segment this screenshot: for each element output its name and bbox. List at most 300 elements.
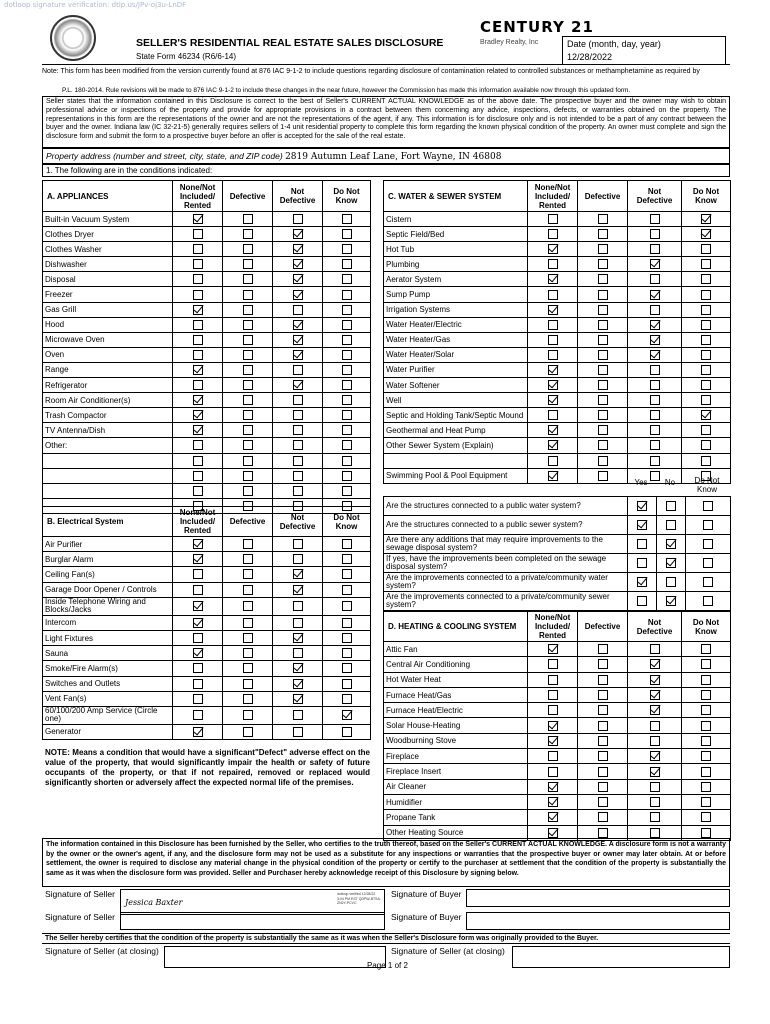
checked-checkbox[interactable] <box>666 596 676 606</box>
checked-checkbox[interactable] <box>193 727 203 737</box>
checkbox[interactable] <box>293 486 303 496</box>
buyer-signature-field[interactable] <box>466 889 730 907</box>
checkbox[interactable] <box>243 214 253 224</box>
checkbox[interactable] <box>342 274 352 284</box>
checkbox[interactable] <box>342 305 352 315</box>
checkbox[interactable] <box>701 736 711 746</box>
checkbox[interactable] <box>650 244 660 254</box>
checkbox[interactable] <box>701 782 711 792</box>
checked-checkbox[interactable] <box>666 539 676 549</box>
checked-checkbox[interactable] <box>293 320 303 330</box>
checked-checkbox[interactable] <box>342 710 352 720</box>
checked-checkbox[interactable] <box>293 244 303 254</box>
checkbox[interactable] <box>243 305 253 315</box>
checkbox[interactable] <box>598 797 608 807</box>
checkbox[interactable] <box>701 690 711 700</box>
checkbox[interactable] <box>701 290 711 300</box>
checkbox[interactable] <box>243 710 253 720</box>
checkbox[interactable] <box>548 350 558 360</box>
checked-checkbox[interactable] <box>548 782 558 792</box>
checked-checkbox[interactable] <box>650 675 660 685</box>
table-row <box>384 317 731 332</box>
date-value[interactable]: 12/28/2022 <box>567 52 613 62</box>
checkbox[interactable] <box>701 440 711 450</box>
checkbox[interactable] <box>598 259 608 269</box>
checked-checkbox[interactable] <box>293 259 303 269</box>
checkbox[interactable] <box>548 259 558 269</box>
checkbox[interactable] <box>598 290 608 300</box>
checked-checkbox[interactable] <box>650 705 660 715</box>
checked-checkbox[interactable] <box>193 425 203 435</box>
checkbox[interactable] <box>548 410 558 420</box>
checkbox[interactable] <box>637 539 647 549</box>
row-label: Irrigation Systems <box>384 302 528 317</box>
row-label: Hot Tub <box>384 242 528 257</box>
checkbox[interactable] <box>293 471 303 481</box>
checkbox[interactable] <box>548 229 558 239</box>
checkbox[interactable] <box>598 440 608 450</box>
checkbox[interactable] <box>243 554 253 564</box>
checkbox[interactable] <box>666 577 676 587</box>
checkbox-cell <box>323 597 371 615</box>
checkbox[interactable] <box>701 456 711 466</box>
checked-checkbox[interactable] <box>650 751 660 761</box>
checkbox[interactable] <box>342 633 352 643</box>
checkbox[interactable] <box>342 456 352 466</box>
checkbox-cell <box>682 332 731 347</box>
checkbox[interactable] <box>193 694 203 704</box>
checkbox[interactable] <box>650 425 660 435</box>
buyer-signature-field-2[interactable] <box>466 912 730 930</box>
checked-checkbox[interactable] <box>293 679 303 689</box>
checkbox-cell <box>223 582 273 597</box>
checkbox[interactable] <box>598 812 608 822</box>
checkbox[interactable] <box>193 350 203 360</box>
checkbox[interactable] <box>243 380 253 390</box>
checkbox[interactable] <box>342 395 352 405</box>
checkbox[interactable] <box>342 694 352 704</box>
checkbox[interactable] <box>243 365 253 375</box>
checkbox[interactable] <box>342 290 352 300</box>
checked-checkbox[interactable] <box>193 539 203 549</box>
checked-checkbox[interactable] <box>548 797 558 807</box>
checkbox[interactable] <box>548 335 558 345</box>
checkbox[interactable] <box>342 425 352 435</box>
checkbox[interactable] <box>598 229 608 239</box>
checkbox[interactable] <box>598 471 608 481</box>
checkbox[interactable] <box>243 727 253 737</box>
checkbox[interactable] <box>243 440 253 450</box>
checkbox[interactable] <box>666 501 676 511</box>
checkbox[interactable] <box>293 395 303 405</box>
checkbox[interactable] <box>342 259 352 269</box>
checkbox[interactable] <box>193 471 203 481</box>
checkbox[interactable] <box>293 440 303 450</box>
checkbox[interactable] <box>193 320 203 330</box>
checkbox[interactable] <box>701 721 711 731</box>
checked-checkbox[interactable] <box>548 812 558 822</box>
checked-checkbox[interactable] <box>193 618 203 628</box>
checkbox[interactable] <box>342 679 352 689</box>
checkbox[interactable] <box>193 710 203 720</box>
checkbox[interactable] <box>243 694 253 704</box>
checkbox[interactable] <box>548 290 558 300</box>
checked-checkbox[interactable] <box>548 644 558 654</box>
col-defective: Defective <box>223 181 273 212</box>
checked-checkbox[interactable] <box>548 244 558 254</box>
checked-checkbox[interactable] <box>193 305 203 315</box>
checkbox[interactable] <box>598 335 608 345</box>
checkbox[interactable] <box>701 659 711 669</box>
checkbox[interactable] <box>193 335 203 345</box>
checked-checkbox[interactable] <box>548 365 558 375</box>
checkbox[interactable] <box>342 585 352 595</box>
checkbox[interactable] <box>650 305 660 315</box>
checked-checkbox[interactable] <box>193 601 203 611</box>
table-row <box>43 552 371 567</box>
table-row <box>384 242 731 257</box>
checkbox[interactable] <box>193 274 203 284</box>
checked-checkbox[interactable] <box>293 694 303 704</box>
row-label: Aerator System <box>384 272 528 287</box>
checkbox[interactable] <box>548 751 558 761</box>
checkbox[interactable] <box>701 828 711 838</box>
checkbox[interactable] <box>650 365 660 375</box>
checked-checkbox[interactable] <box>637 520 647 530</box>
checkbox[interactable] <box>703 558 713 568</box>
checkbox-cell <box>323 317 371 332</box>
checkbox[interactable] <box>243 569 253 579</box>
checkbox[interactable] <box>293 410 303 420</box>
checkbox[interactable] <box>598 350 608 360</box>
checkbox[interactable] <box>548 456 558 466</box>
checkbox[interactable] <box>193 486 203 496</box>
checkbox[interactable] <box>650 410 660 420</box>
checkbox[interactable] <box>342 410 352 420</box>
checkbox[interactable] <box>637 558 647 568</box>
checkbox[interactable] <box>701 244 711 254</box>
checked-checkbox[interactable] <box>293 350 303 360</box>
checkbox[interactable] <box>598 320 608 330</box>
checkbox[interactable] <box>193 380 203 390</box>
checked-checkbox[interactable] <box>293 585 303 595</box>
checked-checkbox[interactable] <box>650 320 660 330</box>
checked-checkbox[interactable] <box>548 736 558 746</box>
checkbox[interactable] <box>701 365 711 375</box>
checkbox[interactable] <box>703 577 713 587</box>
checkbox[interactable] <box>701 797 711 807</box>
checkbox[interactable] <box>243 618 253 628</box>
checkbox[interactable] <box>548 675 558 685</box>
checkbox[interactable] <box>342 229 352 239</box>
checked-checkbox[interactable] <box>293 229 303 239</box>
checkbox[interactable] <box>650 721 660 731</box>
checkbox[interactable] <box>193 585 203 595</box>
checkbox[interactable] <box>650 380 660 390</box>
row-label: Range <box>43 362 173 377</box>
checkbox[interactable] <box>548 214 558 224</box>
checked-checkbox[interactable] <box>548 721 558 731</box>
checkbox[interactable] <box>243 259 253 269</box>
checkbox[interactable] <box>243 395 253 405</box>
address-value[interactable]: 2819 Autumn Leaf Lane, Fort Wayne, IN 46808 <box>285 152 502 162</box>
checkbox[interactable] <box>243 290 253 300</box>
checkbox[interactable] <box>342 648 352 658</box>
checkbox[interactable] <box>342 663 352 673</box>
checked-checkbox[interactable] <box>548 471 558 481</box>
checkbox[interactable] <box>243 244 253 254</box>
checked-checkbox[interactable] <box>548 440 558 450</box>
checkbox[interactable] <box>598 782 608 792</box>
checked-checkbox[interactable] <box>650 767 660 777</box>
checkbox[interactable] <box>243 585 253 595</box>
checkbox-cell <box>173 724 223 739</box>
checkbox[interactable] <box>243 471 253 481</box>
checked-checkbox[interactable] <box>548 380 558 390</box>
checkbox[interactable] <box>598 736 608 746</box>
checkbox[interactable] <box>701 767 711 777</box>
checkbox[interactable] <box>650 214 660 224</box>
checked-checkbox[interactable] <box>193 395 203 405</box>
checkbox[interactable] <box>598 751 608 761</box>
checkbox[interactable] <box>243 601 253 611</box>
checkbox[interactable] <box>701 751 711 761</box>
checkbox[interactable] <box>193 679 203 689</box>
checkbox[interactable] <box>703 596 713 606</box>
checkbox[interactable] <box>193 456 203 466</box>
checkbox[interactable] <box>342 440 352 450</box>
checkbox[interactable] <box>598 721 608 731</box>
checkbox[interactable] <box>293 214 303 224</box>
checkbox[interactable] <box>342 554 352 564</box>
checkbox[interactable] <box>650 812 660 822</box>
checkbox[interactable] <box>666 520 676 530</box>
checkbox[interactable] <box>598 365 608 375</box>
checkbox[interactable] <box>342 569 352 579</box>
checkbox[interactable] <box>342 365 352 375</box>
checkbox[interactable] <box>598 214 608 224</box>
checkbox[interactable] <box>342 335 352 345</box>
checked-checkbox[interactable] <box>701 229 711 239</box>
row-label: Light Fixtures <box>43 630 173 645</box>
checkbox[interactable] <box>701 644 711 654</box>
checkbox[interactable] <box>701 705 711 715</box>
checkbox[interactable] <box>342 214 352 224</box>
seller-closing-field[interactable] <box>164 946 386 968</box>
checkbox[interactable] <box>548 659 558 669</box>
checkbox[interactable] <box>293 648 303 658</box>
checked-checkbox[interactable] <box>293 290 303 300</box>
checkbox[interactable] <box>701 675 711 685</box>
checkbox[interactable] <box>293 710 303 720</box>
checkbox-cell <box>628 516 657 535</box>
checkbox[interactable] <box>193 663 203 673</box>
checked-checkbox[interactable] <box>637 501 647 511</box>
property-address-field[interactable] <box>42 148 730 164</box>
checkbox-cell <box>223 302 273 317</box>
checked-checkbox[interactable] <box>548 305 558 315</box>
checkbox[interactable] <box>548 767 558 777</box>
checkbox[interactable] <box>598 690 608 700</box>
dotloop-link[interactable]: dtlp.us/JPv-oj3u-LnDF <box>111 1 187 9</box>
checkbox[interactable] <box>701 305 711 315</box>
checked-checkbox[interactable] <box>193 648 203 658</box>
checkbox[interactable] <box>193 440 203 450</box>
checkbox-cell <box>273 483 323 498</box>
checkbox[interactable] <box>598 644 608 654</box>
checkbox[interactable] <box>598 244 608 254</box>
checkbox-cell <box>273 552 323 567</box>
checkbox[interactable] <box>598 659 608 669</box>
checkbox[interactable] <box>293 601 303 611</box>
checkbox[interactable] <box>650 456 660 466</box>
checkbox[interactable] <box>650 440 660 450</box>
checkbox[interactable] <box>548 320 558 330</box>
checked-checkbox[interactable] <box>650 350 660 360</box>
checkbox[interactable] <box>548 690 558 700</box>
checkbox[interactable] <box>598 675 608 685</box>
checkbox[interactable] <box>243 274 253 284</box>
checkbox[interactable] <box>193 259 203 269</box>
checkbox[interactable] <box>293 727 303 737</box>
checkbox[interactable] <box>598 828 608 838</box>
checkbox[interactable] <box>342 539 352 549</box>
checkbox[interactable] <box>293 425 303 435</box>
checkbox[interactable] <box>342 486 352 496</box>
checkbox[interactable] <box>342 471 352 481</box>
checked-checkbox[interactable] <box>650 290 660 300</box>
checkbox[interactable] <box>598 705 608 715</box>
checkbox[interactable] <box>193 244 203 254</box>
checked-checkbox[interactable] <box>293 663 303 673</box>
checkbox[interactable] <box>598 410 608 420</box>
checked-checkbox[interactable] <box>193 365 203 375</box>
checkbox[interactable] <box>598 305 608 315</box>
checkbox[interactable] <box>243 663 253 673</box>
checkbox[interactable] <box>598 395 608 405</box>
checked-checkbox[interactable] <box>701 410 711 420</box>
checked-checkbox[interactable] <box>650 659 660 669</box>
checkbox[interactable] <box>243 229 253 239</box>
checkbox[interactable] <box>342 380 352 390</box>
checkbox[interactable] <box>650 395 660 405</box>
checked-checkbox[interactable] <box>293 569 303 579</box>
checkbox[interactable] <box>293 305 303 315</box>
checkbox[interactable] <box>650 229 660 239</box>
checkbox[interactable] <box>193 290 203 300</box>
checkbox[interactable] <box>193 569 203 579</box>
checkbox[interactable] <box>598 274 608 284</box>
checkbox-cell <box>578 423 628 438</box>
checked-checkbox[interactable] <box>666 558 676 568</box>
checkbox[interactable] <box>193 229 203 239</box>
checked-checkbox[interactable] <box>650 259 660 269</box>
checkbox[interactable] <box>243 320 253 330</box>
checked-checkbox[interactable] <box>193 410 203 420</box>
checkbox[interactable] <box>193 633 203 643</box>
checkbox[interactable] <box>243 335 253 345</box>
checked-checkbox[interactable] <box>293 335 303 345</box>
checkbox[interactable] <box>243 648 253 658</box>
checkbox-cell <box>686 535 731 554</box>
checkbox[interactable] <box>703 501 713 511</box>
checkbox[interactable] <box>243 486 253 496</box>
checkbox[interactable] <box>243 456 253 466</box>
checkbox[interactable] <box>703 520 713 530</box>
checkbox[interactable] <box>637 596 647 606</box>
checked-checkbox[interactable] <box>293 633 303 643</box>
checked-checkbox[interactable] <box>548 828 558 838</box>
checked-checkbox[interactable] <box>193 214 203 224</box>
checkbox[interactable] <box>342 601 352 611</box>
checked-checkbox[interactable] <box>637 577 647 587</box>
checked-checkbox[interactable] <box>650 335 660 345</box>
checkbox[interactable] <box>293 554 303 564</box>
checked-checkbox[interactable] <box>548 395 558 405</box>
checkbox[interactable] <box>598 425 608 435</box>
checkbox[interactable] <box>701 812 711 822</box>
table-row <box>43 597 371 615</box>
checkbox[interactable] <box>548 705 558 715</box>
checkbox[interactable] <box>342 618 352 628</box>
checkbox[interactable] <box>342 320 352 330</box>
checkbox[interactable] <box>342 350 352 360</box>
checkbox[interactable] <box>701 259 711 269</box>
checkbox[interactable] <box>701 350 711 360</box>
checkbox[interactable] <box>243 539 253 549</box>
checked-checkbox[interactable] <box>548 274 558 284</box>
checkbox[interactable] <box>650 782 660 792</box>
date-field[interactable] <box>562 36 726 65</box>
checkbox[interactable] <box>650 644 660 654</box>
checkbox[interactable] <box>701 380 711 390</box>
checkbox[interactable] <box>293 539 303 549</box>
checkbox[interactable] <box>701 335 711 345</box>
checkbox[interactable] <box>701 274 711 284</box>
checkbox[interactable] <box>342 727 352 737</box>
checkbox[interactable] <box>293 365 303 375</box>
buyer-closing-field[interactable] <box>512 946 730 968</box>
checkbox[interactable] <box>243 425 253 435</box>
checkbox[interactable] <box>293 618 303 628</box>
checkbox[interactable] <box>701 395 711 405</box>
page-number: Page 1 of 2 <box>367 961 408 970</box>
checkbox[interactable] <box>650 274 660 284</box>
checkbox[interactable] <box>598 767 608 777</box>
checkbox[interactable] <box>650 797 660 807</box>
checkbox[interactable] <box>243 679 253 689</box>
seller-signature-field-2[interactable] <box>120 912 385 930</box>
checkbox[interactable] <box>293 456 303 466</box>
checked-checkbox[interactable] <box>650 690 660 700</box>
checkbox[interactable] <box>598 380 608 390</box>
checkbox[interactable] <box>650 828 660 838</box>
checked-checkbox[interactable] <box>548 425 558 435</box>
checked-checkbox[interactable] <box>193 554 203 564</box>
checkbox[interactable] <box>701 425 711 435</box>
checked-checkbox[interactable] <box>701 214 711 224</box>
checkbox[interactable] <box>243 350 253 360</box>
checkbox[interactable] <box>342 244 352 254</box>
checked-checkbox[interactable] <box>293 274 303 284</box>
checkbox[interactable] <box>701 320 711 330</box>
checkbox[interactable] <box>243 410 253 420</box>
checkbox[interactable] <box>703 539 713 549</box>
checked-checkbox[interactable] <box>293 380 303 390</box>
checkbox[interactable] <box>598 456 608 466</box>
checkbox[interactable] <box>243 633 253 643</box>
checkbox[interactable] <box>650 736 660 746</box>
